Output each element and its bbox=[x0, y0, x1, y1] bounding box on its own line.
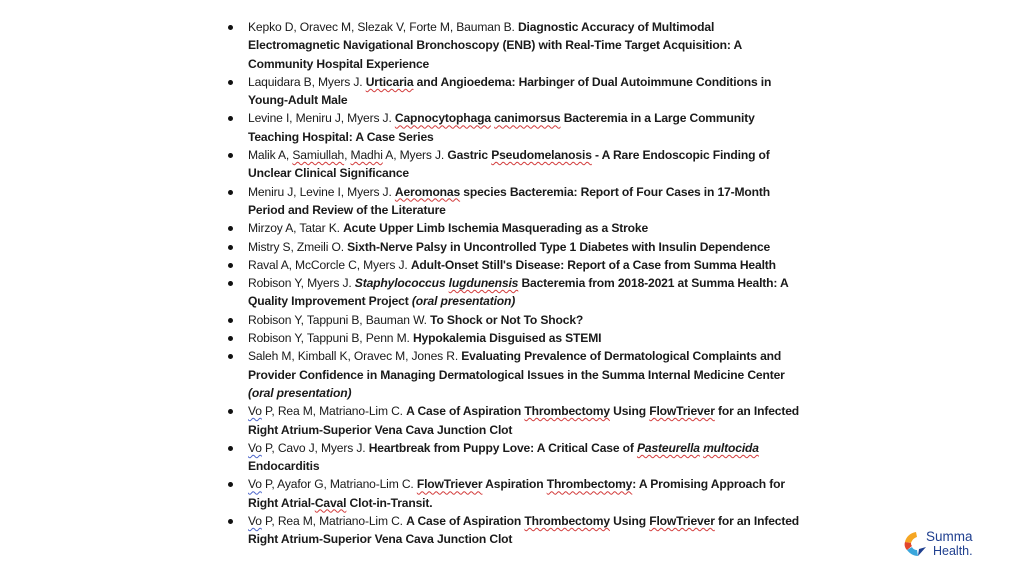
logo-line2: Health. bbox=[933, 544, 973, 558]
publication-authors: Vo P, Rea M, Matriano-Lim C. bbox=[248, 404, 403, 419]
publication-authors: Kepko D, Oravec M, Slezak V, Forte M, Bauman B. bbox=[248, 20, 515, 34]
bullet-icon bbox=[228, 190, 233, 195]
publication-title: A Case of Aspiration Thrombectomy Using FlowTriever for an Infected Right Atrium-Superior Vena Cava Junction Clot bbox=[248, 404, 800, 437]
publication-item bbox=[226, 183, 806, 220]
publication-authors: Robison Y, Tappuni B, Bauman W. bbox=[248, 312, 427, 327]
summa-health-logo bbox=[902, 528, 982, 564]
bullet-icon bbox=[228, 446, 233, 451]
publication-authors: Raval A, McCorcle C, Myers J. bbox=[248, 257, 408, 272]
publication-authors: Levine I, Meniru J, Myers J. bbox=[248, 111, 392, 126]
publication-authors: Robison Y, Tappuni B, Penn M. bbox=[248, 331, 410, 346]
bullet-icon bbox=[228, 263, 233, 268]
publication-title: Evaluating Prevalence of Dermatological Complaints and Provider Confidence in Managing Dermatological Issues in the Summa Internal Medicine Center (oral presentation) bbox=[248, 349, 785, 400]
publication-authors: Meniru J, Levine I, Myers J. bbox=[248, 184, 392, 199]
publication-item bbox=[226, 274, 806, 311]
bullet-icon bbox=[228, 354, 233, 359]
publication-item bbox=[226, 256, 806, 274]
publication-title: Diagnostic Accuracy of Multimodal Electromagnetic Navigational Bronchoscopy (ENB) with Real-Time Target Acquisition: A Community Hospital Experience bbox=[248, 20, 742, 71]
bullet-icon bbox=[228, 281, 233, 286]
logo-line1: Summa bbox=[926, 529, 973, 544]
publication-authors: Robison Y, Myers J. bbox=[248, 276, 352, 291]
publication-authors: Vo P, Ayafor G, Matriano-Lim C. bbox=[248, 477, 414, 492]
bullet-icon bbox=[228, 116, 233, 121]
publication-item bbox=[226, 73, 806, 110]
publication-authors: Vo P, Rea M, Matriano-Lim C. bbox=[248, 514, 403, 529]
logo-wordmark bbox=[926, 529, 973, 559]
bullet-icon bbox=[228, 519, 233, 524]
bullet-icon bbox=[228, 25, 233, 30]
publication-authors: Mistry S, Zmeili O. bbox=[248, 239, 344, 254]
publication-title: Adult-Onset Still's Disease: Report of a Case from Summa Health bbox=[410, 257, 776, 272]
publication-item bbox=[226, 475, 806, 512]
bullet-icon bbox=[228, 409, 233, 414]
publication-authors: Saleh M, Kimball K, Oravec M, Jones R. bbox=[248, 349, 459, 364]
publication-item bbox=[226, 311, 806, 329]
publication-list bbox=[226, 18, 806, 549]
publication-item bbox=[226, 329, 806, 347]
publication-item bbox=[226, 109, 806, 146]
publication-item bbox=[226, 347, 806, 402]
publication-title: FlowTriever Aspiration Thrombectomy: A Promising Approach for Right Atrial-Caval Clot-in-Transit. bbox=[248, 477, 785, 510]
publication-item bbox=[226, 512, 806, 549]
publication-title: Heartbreak from Puppy Love: A Critical Case of Pasteurella multocida Endocarditis bbox=[248, 440, 759, 474]
publication-authors: Malik A, Samiullah, Madhi A, Myers J. bbox=[248, 148, 445, 163]
publication-title: Capnocytophaga canimorsus Bacteremia in a Large Community Teaching Hospital: A Case Series bbox=[248, 111, 755, 144]
publication-item bbox=[226, 18, 806, 73]
bullet-icon bbox=[228, 336, 233, 341]
publication-item bbox=[226, 146, 806, 183]
publication-item bbox=[226, 219, 806, 237]
publication-authors: Vo P, Cavo J, Myers J. bbox=[248, 440, 369, 455]
publication-item bbox=[226, 238, 806, 256]
publication-item bbox=[226, 402, 806, 439]
bullet-icon bbox=[228, 482, 233, 487]
bullet-icon bbox=[228, 318, 233, 323]
publication-title: Staphylococcus lugdunensis Bacteremia from 2018-2021 at Summa Health: A Quality Improvement Project (oral presentation) bbox=[248, 276, 789, 309]
publication-authors: Mirzoy A, Tatar K. bbox=[248, 221, 340, 236]
bullet-icon bbox=[228, 153, 233, 158]
publication-authors: Laquidara B, Myers J. bbox=[248, 74, 363, 89]
publication-title: Urticaria and Angioedema: Harbinger of Dual Autoimmune Conditions in Young-Adult Male bbox=[248, 74, 772, 108]
publication-title: To Shock or Not To Shock? bbox=[430, 312, 584, 327]
bullet-icon bbox=[228, 80, 233, 85]
publication-title: Gastric Pseudomelanosis - A Rare Endoscopic Finding of Unclear Clinical Significance bbox=[248, 148, 770, 181]
publication-title: Acute Upper Limb Ischemia Masquerading as a Stroke bbox=[343, 221, 649, 236]
publication-title: Sixth-Nerve Palsy in Uncontrolled Type 1 Diabetes with Insulin Dependence bbox=[347, 239, 771, 254]
publication-title: A Case of Aspiration Thrombectomy Using FlowTriever for an Infected Right Atrium-Superior Vena Cava Junction Clot bbox=[248, 514, 800, 547]
bullet-icon bbox=[228, 226, 233, 231]
publication-title: Aeromonas species Bacteremia: Report of Four Cases in 17-Month Period and Review of the Literature bbox=[248, 184, 771, 217]
bullet-icon bbox=[228, 245, 233, 250]
publication-title: Hypokalemia Disguised as STEMI bbox=[412, 331, 602, 346]
publication-item bbox=[226, 439, 806, 476]
summa-logo-mark-icon bbox=[902, 530, 928, 560]
